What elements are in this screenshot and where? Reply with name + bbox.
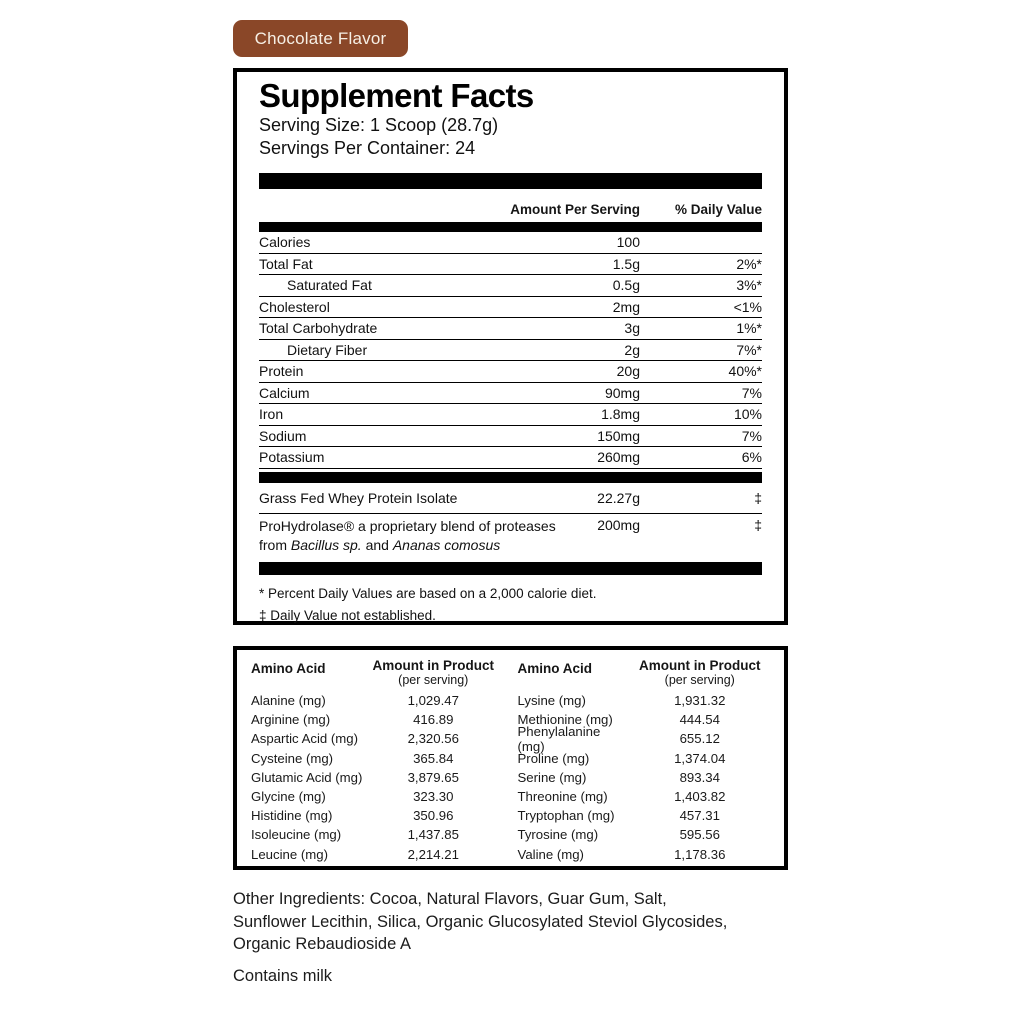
amino-acid-row: [251, 749, 504, 768]
amino-acid-row: [251, 729, 504, 748]
prohydrolase-daily-value: ‡: [754, 516, 762, 533]
nutrient-amount: 0.5g: [612, 277, 640, 294]
amino-rows-left: [251, 691, 504, 864]
nutrient-name: Sodium: [259, 427, 307, 444]
amino-acid-name: Threonine (mg): [517, 789, 608, 805]
amino-table-header-right: [518, 658, 771, 687]
nutrient-name: Calcium: [259, 384, 310, 401]
nutrient-name: Potassium: [259, 449, 325, 466]
nutrient-name: Iron: [259, 406, 284, 423]
flavor-badge[interactable]: [233, 20, 408, 57]
whey-protein-daily-value: ‡: [754, 489, 762, 506]
flavor-badge-label: Chocolate Flavor: [254, 28, 387, 48]
nutrient-amount: 260mg: [597, 449, 640, 466]
amount-in-product-header: [630, 658, 771, 687]
prohydrolase-line1: ProHydrolase® a proprietary blend of proteases: [259, 517, 556, 534]
per-serving-label: (per serving): [398, 673, 469, 687]
amino-rows-right: [518, 691, 771, 864]
other-ingredients-line: Other Ingredients: Cocoa, Natural Flavors, Guar Gum, Salt,: [233, 890, 667, 908]
whey-protein-row: [259, 483, 762, 514]
nutrient-daily-value: <1%: [733, 298, 762, 315]
nutrient-table-header: [259, 189, 762, 222]
nutrient-daily-value: 6%: [741, 449, 762, 466]
per-serving-label: (per serving): [664, 673, 735, 687]
nutrient-amount: 2g: [624, 341, 640, 358]
amino-acid-row: [517, 723, 771, 754]
nutrient-amount: 150mg: [597, 427, 640, 444]
other-ingredients-line: Organic Rebaudioside A: [233, 935, 411, 953]
amino-acid-amount: 350.96: [413, 808, 454, 824]
amino-acid-row: [518, 787, 771, 806]
amino-acid-left-column: [251, 658, 504, 866]
contains-milk-text: Contains milk: [233, 967, 333, 985]
nutrient-row: [259, 383, 762, 405]
amino-acid-name: Tryptophan (mg): [517, 808, 615, 824]
serving-size-text: Serving Size: 1 Scoop (28.7g): [259, 115, 499, 135]
prohydrolase-and-word: and: [365, 536, 389, 553]
amino-acid-name: Histidine (mg): [251, 808, 333, 824]
amino-acid-amount: 457.31: [679, 808, 720, 824]
amino-acid-amount: 416.89: [413, 712, 454, 728]
nutrient-daily-value: 1%*: [736, 320, 762, 337]
nutrient-amount: 20g: [616, 363, 640, 380]
nutrient-name: Saturated Fat: [287, 277, 372, 294]
amino-acid-amount: 655.12: [679, 731, 720, 747]
amino-acid-name: Valine (mg): [517, 846, 584, 862]
amino-acid-name: Isoleucine (mg): [251, 827, 342, 843]
amino-acid-amount: 365.84: [413, 750, 454, 766]
amino-acid-amount: 893.34: [679, 769, 720, 785]
prohydrolase-species2: Ananas comosus: [392, 536, 501, 553]
nutrient-row: [259, 426, 762, 448]
amino-acid-name: Aspartic Acid (mg): [251, 731, 358, 747]
amino-acid-row: [251, 691, 504, 710]
amino-acid-name: Alanine (mg): [251, 693, 326, 709]
amino-acid-row: [518, 825, 771, 844]
amino-acid-name: Cysteine (mg): [251, 750, 334, 766]
whey-protein-amount: 22.27g: [597, 489, 640, 506]
amino-acid-name: Proline (mg): [517, 750, 590, 766]
amino-acid-amount: 1,178.36: [674, 846, 726, 862]
nutrient-row: [259, 361, 762, 383]
other-ingredients-text: [233, 888, 833, 956]
prohydrolase-species1: Bacillus sp.: [290, 536, 362, 553]
amino-acid-amount: 2,320.56: [407, 731, 459, 747]
divider-bar-header: [259, 222, 762, 232]
whey-protein-name: Grass Fed Whey Protein Isolate: [259, 489, 458, 506]
prohydrolase-from-word: from: [259, 536, 287, 553]
amino-acid-column-header: Amino Acid: [251, 661, 326, 676]
nutrient-daily-value: 3%*: [736, 277, 762, 294]
nutrient-row: [259, 297, 762, 319]
amino-acid-amount: 444.54: [679, 712, 720, 728]
amino-acid-row: [251, 806, 504, 825]
amino-table-header-left: [251, 658, 504, 687]
amino-acid-name: Serine (mg): [517, 769, 587, 785]
nutrient-row: [259, 447, 762, 469]
amount-in-product-header: [363, 658, 504, 687]
nutrient-row: [259, 318, 762, 340]
amino-acid-amount: 1,029.47: [407, 693, 459, 709]
amount-in-product-label: Amount in Product: [372, 658, 494, 673]
nutrient-row: [259, 404, 762, 426]
amino-acid-row: [251, 768, 504, 787]
other-ingredients-line: Sunflower Lecithin, Silica, Organic Glucosylated Steviol Glycosides,: [233, 912, 728, 931]
amino-acid-row: [518, 845, 771, 864]
nutrient-amount: 1.8mg: [601, 406, 640, 423]
amino-acid-amount: 323.30: [413, 789, 454, 805]
nutrient-row: [259, 254, 762, 276]
amino-acid-name: Glycine (mg): [251, 789, 326, 805]
amino-acid-name: Arginine (mg): [251, 712, 331, 728]
nutrient-daily-value: 40%*: [728, 363, 762, 380]
amino-acid-row: [518, 691, 771, 710]
amino-acid-name: Tyrosine (mg): [517, 827, 599, 843]
nutrient-name: Protein: [259, 363, 304, 380]
footnote-not-established: ‡ Daily Value not established.: [259, 607, 436, 623]
amino-acid-row: [518, 768, 771, 787]
amino-acid-amount: 595.56: [679, 827, 720, 843]
nutrient-daily-value: 2%*: [736, 255, 762, 272]
amino-acid-amount: 3,879.65: [407, 769, 459, 785]
prohydrolase-row: [259, 514, 762, 559]
prohydrolase-amount: 200mg: [597, 516, 640, 533]
nutrient-name: Total Carbohydrate: [259, 320, 378, 337]
nutrient-name: Calories: [259, 234, 311, 251]
footnote-daily-values: * Percent Daily Values are based on a 2,000 calorie diet.: [259, 585, 597, 601]
amount-in-product-label: Amount in Product: [639, 658, 761, 673]
amino-acid-row: [251, 845, 504, 864]
nutrient-row: [259, 340, 762, 362]
nutrient-daily-value: 10%: [733, 406, 762, 423]
amino-acid-row: [251, 825, 504, 844]
supplement-facts-panel: [233, 68, 788, 625]
nutrient-amount: 3g: [624, 320, 640, 337]
divider-bar-middle: [259, 472, 762, 483]
amino-acid-name: Glutamic Acid (mg): [251, 769, 363, 785]
nutrient-daily-value: 7%: [741, 427, 762, 444]
nutrient-rows: [259, 232, 762, 469]
nutrient-name: Dietary Fiber: [287, 341, 368, 358]
column-daily-value: % Daily Value: [674, 202, 762, 217]
amino-acid-amount: 2,214.21: [407, 846, 459, 862]
nutrient-row: [259, 275, 762, 297]
amino-acid-name: Leucine (mg): [251, 846, 328, 862]
divider-bar-top: [259, 173, 762, 189]
nutrient-amount: 90mg: [604, 384, 640, 401]
amino-acid-name: Phenylalanine (mg): [517, 723, 601, 754]
amino-acid-name: Lysine (mg): [517, 693, 586, 709]
amino-acid-row: [518, 749, 771, 768]
nutrient-row: [259, 232, 762, 254]
nutrient-daily-value: 7%: [741, 384, 762, 401]
nutrient-amount: 100: [616, 234, 640, 251]
servings-per-container-text: Servings Per Container: 24: [259, 138, 476, 158]
amino-acid-row: [518, 806, 771, 825]
nutrient-name: Total Fat: [259, 255, 313, 272]
amino-acid-column-header: Amino Acid: [517, 661, 593, 676]
supplement-facts-title: Supplement Facts: [259, 77, 534, 114]
prohydrolase-line2: [259, 536, 589, 555]
amino-acid-row: [251, 787, 504, 806]
amino-acid-amount: 1,931.32: [674, 693, 726, 709]
amino-acid-name: Methionine (mg): [517, 712, 613, 728]
nutrient-name: Cholesterol: [259, 298, 330, 315]
nutrient-amount: 2mg: [612, 298, 640, 315]
amino-acid-amount: 1,374.04: [674, 750, 726, 766]
amino-acid-amount: 1,403.82: [674, 789, 726, 805]
amino-acid-panel: [233, 646, 788, 870]
divider-bar-bottom: [259, 562, 762, 575]
nutrient-daily-value: 7%*: [736, 341, 762, 358]
nutrient-amount: 1.5g: [612, 255, 640, 272]
column-amount-per-serving: Amount Per Serving: [510, 202, 640, 217]
amino-acid-amount: 1,437.85: [407, 827, 459, 843]
amino-acid-right-column: [518, 658, 771, 866]
amino-acid-row: [251, 710, 504, 729]
